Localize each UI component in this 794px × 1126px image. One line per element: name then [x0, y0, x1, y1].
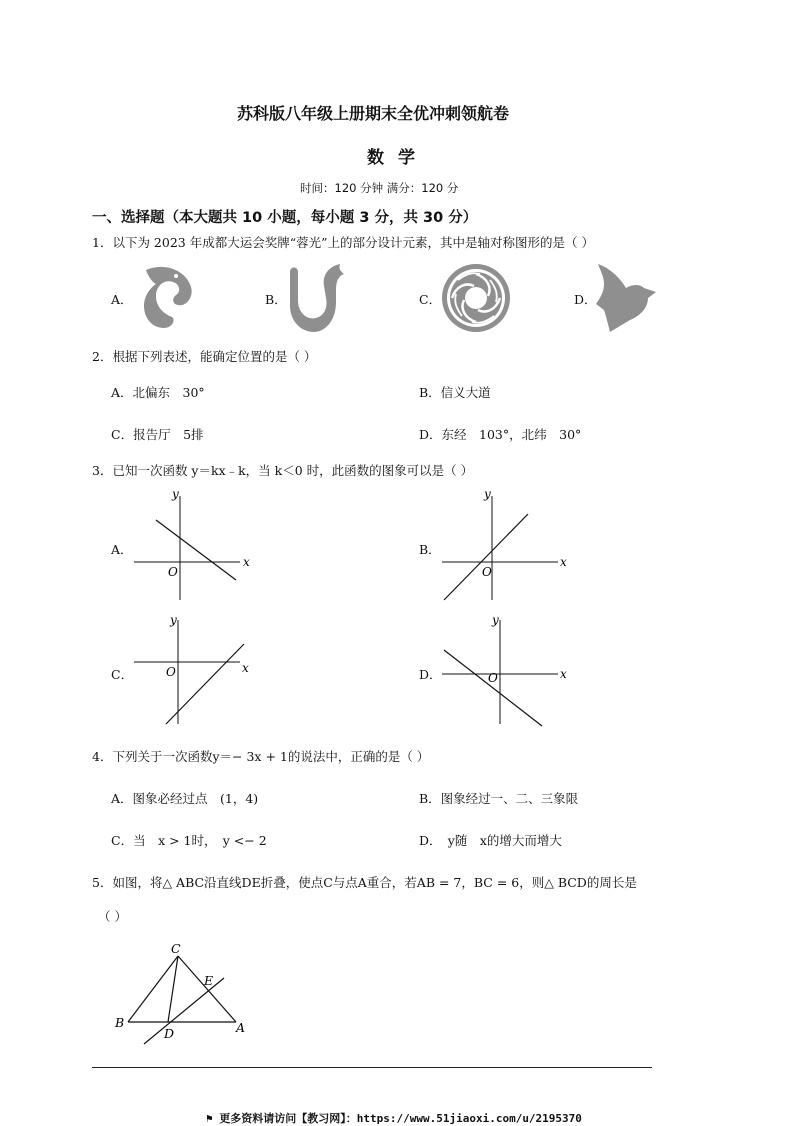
question-5-text: 5．如图，将△ ABC沿直线DE折叠，使点C与点A重合，若AB = 7，BC = 6，则△ BCD的周长是 [92, 875, 637, 890]
q1-option-d-label: D． [574, 292, 597, 307]
q3b-x-label: x [560, 555, 567, 569]
q1-figure-d [592, 262, 658, 334]
q4-option-c: C．当 x > 1时， y <− 2 [111, 833, 267, 848]
q3-option-a-label: A． [111, 542, 133, 557]
q3-option-b-label: B． [419, 542, 441, 557]
q3b-origin-label: O [482, 565, 492, 579]
q1-option-a-label: A． [111, 292, 133, 307]
q3-graph-c [128, 610, 258, 728]
q2-option-b: B．信义大道 [419, 385, 491, 400]
q1-bird-shape [596, 264, 656, 332]
q3-graph-b [436, 486, 576, 604]
q5-point-b: B [115, 1015, 125, 1030]
exam-meta: 时间：120 分钟 满分：120 分 [300, 181, 459, 195]
q3-option-d-label: D． [419, 667, 442, 682]
q1-option-c-label: C． [419, 292, 442, 307]
q4-option-a: A．图象必经过点 (1，4) [111, 791, 259, 806]
question-2-text: 2．根据下列表述，能确定位置的是（ ） [92, 349, 317, 364]
q3b-y-label: y [484, 487, 491, 501]
q3-graph-d [436, 610, 576, 728]
question-3-text: 3．已知一次函数 y＝kx﹣k，当 k＜0 时，此函数的图象可以是（ ） [92, 463, 474, 478]
question-4-text: 4．下列关于一次函数y＝− 3x + 1的说法中，正确的是（ ） [92, 749, 430, 764]
q2-option-a: A．北偏东 30° [111, 385, 205, 400]
section-heading: 一、选择题（本大题共 10 小题，每小题 3 分，共 30 分） [92, 210, 478, 226]
q2-option-c: C．报告厅 5排 [111, 427, 204, 442]
q3a-y-label: y [172, 487, 179, 501]
q1-figure-c [440, 262, 512, 334]
q1-phoenix-shape [290, 264, 344, 332]
q3d-x-label: x [560, 667, 567, 681]
q5-point-a: A [236, 1020, 246, 1035]
q5-point-c: C [171, 941, 181, 956]
q3c-y-label: y [170, 613, 177, 627]
q5-point-d: D [164, 1026, 175, 1041]
subject-title: 数学 [367, 148, 429, 168]
q3a-origin-label: O [168, 565, 178, 579]
question-1-text: 1．以下为 2023 年成都大运会奖牌“蓉光”上的部分设计元素，其中是轴对称图形的是（ ） [92, 235, 594, 250]
q4-option-b: B．图象经过一、二、三象限 [419, 791, 579, 806]
q4-option-d: D． y随 x的增大而增大 [419, 833, 562, 848]
q3d-y-label: y [492, 613, 499, 627]
flag-icon: ⚑ [206, 1112, 213, 1125]
q3-graph-a [128, 486, 258, 604]
q3d-origin-label: O [488, 671, 498, 685]
q1-dragon-shape [144, 267, 192, 328]
q3-option-c-label: C． [111, 667, 134, 682]
q1-figure-a [136, 262, 196, 332]
footer-link[interactable]: 更多资料请访问【教习网】：https://www.51jiaoxi.com/u/2195370 [219, 1112, 582, 1125]
q3c-origin-label: O [166, 665, 176, 679]
q5-point-e: E [204, 973, 214, 988]
q3c-x-label: x [242, 661, 249, 675]
q5-triangle-figure [112, 940, 252, 1046]
q3a-x-label: x [243, 555, 250, 569]
q2-option-d: D．东经 103°，北纬 30° [419, 427, 582, 442]
paper-title: 苏科版八年级上册期末全优冲刺领航卷 [237, 104, 510, 123]
q1-figure-b [286, 262, 348, 334]
question-5-paren: （ ） [98, 909, 127, 924]
q1-option-b-label: B． [265, 292, 287, 307]
footer-rule [92, 1067, 652, 1068]
